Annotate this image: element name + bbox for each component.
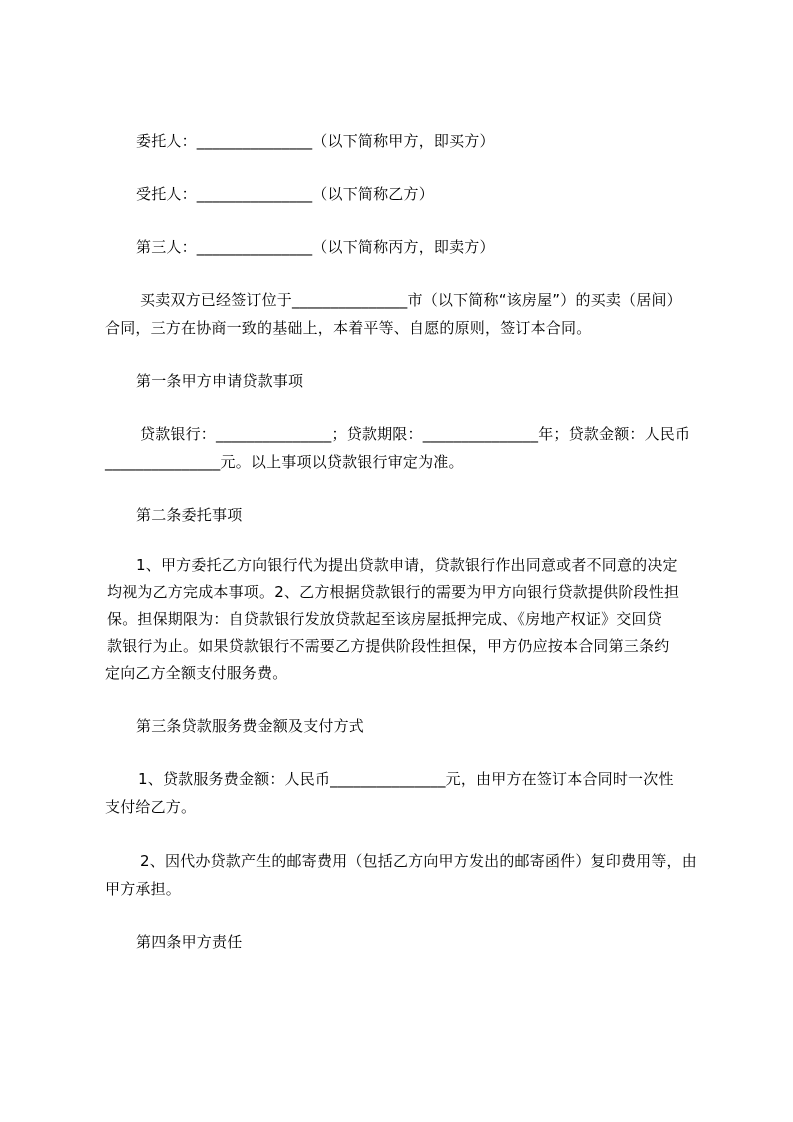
third-party-line: 第三人：_______________（以下简称丙方，即卖方）: [136, 238, 495, 256]
article-3-item-2-line-2: 甲方承担。: [105, 880, 182, 898]
article-2-line-4: 款银行为止。如果贷款银行不需要乙方提供阶段性担保，甲方仍应按本合同第三条约: [107, 637, 670, 655]
article-1-heading: 第一条甲方申请贷款事项: [136, 372, 304, 390]
intro-line-1: 买卖双方已经签订位于_______________市（以下简称“该房屋”）的买卖（居间）: [140, 291, 682, 309]
article-4-heading: 第四条甲方责任: [136, 933, 243, 951]
article-3-item-1-line-1: 1、贷款服务费金额：人民币_______________元，由甲方在签订本合同时一次性: [138, 770, 674, 788]
intro-line-2: 合同，三方在协商一致的基础上，本着平等、自愿的原则，签订本合同。: [105, 319, 592, 337]
article-3-item-1-line-2: 支付给乙方。: [105, 798, 197, 816]
principal-line: 委托人：_______________（以下简称甲方，即买方）: [136, 132, 495, 150]
article-3-heading: 第三条贷款服务费金额及支付方式: [136, 717, 365, 735]
article-2-heading: 第二条委托事项: [136, 506, 243, 524]
article-2-line-3: 保。担保期限为：自贷款银行发放贷款起至该房屋抵押完成、《房地产权证》交回贷: [107, 610, 662, 628]
article-1-line-2: _______________元。以上事项以贷款银行审定为准。: [105, 453, 464, 471]
article-3-item-2-line-1: 2、因代办贷款产生的邮寄费用（包括乙方向甲方发出的邮寄函件）复印费用等，由: [140, 852, 697, 870]
article-2-line-5: 定向乙方全额支付服务费。: [105, 664, 288, 682]
article-2-line-2: 均视为乙方完成本事项。2、乙方根据贷款银行的需要为甲方向银行贷款提供阶段性担: [107, 583, 680, 601]
article-2-line-1: 1、甲方委托乙方向银行代为提出贷款申请，贷款银行作出同意或者不同意的决定: [136, 556, 678, 574]
agent-line: 受托人：_______________（以下简称乙方）: [136, 185, 434, 203]
article-1-line-1: 贷款银行：_______________；贷款期限：_______________年；贷款金额：人民币: [140, 425, 691, 443]
